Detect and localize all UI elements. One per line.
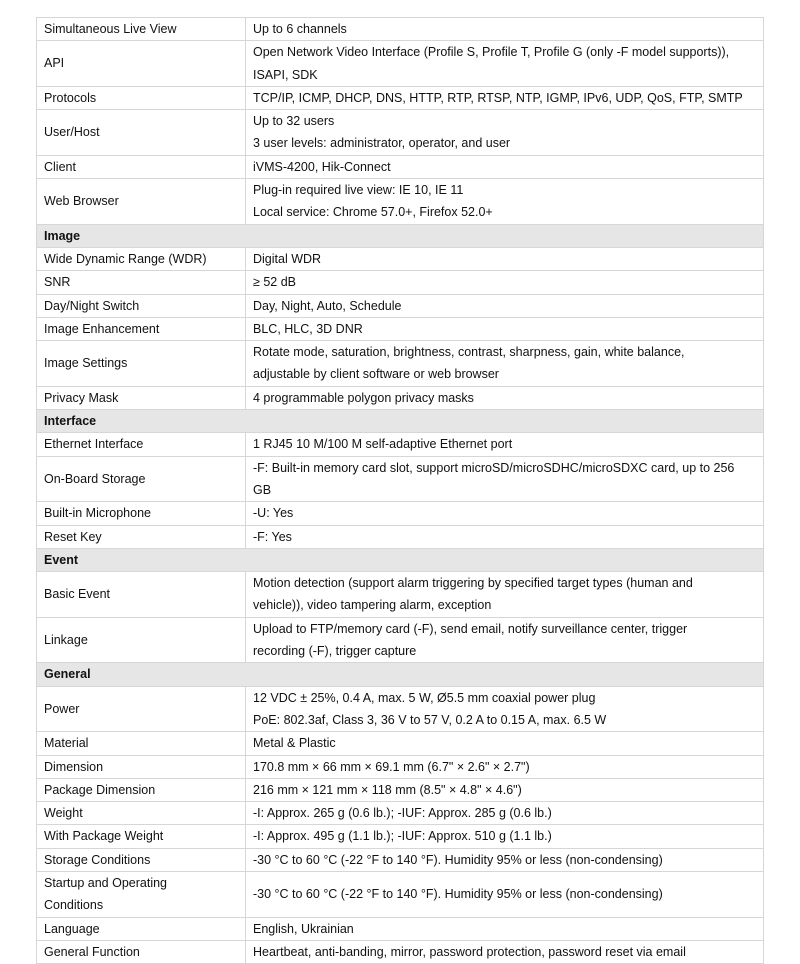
spec-value-line: -I: Approx. 495 g (1.1 lb.); -IUF: Approx. 510 g (1.1 lb.) [253, 829, 552, 844]
spec-value-line: iVMS-4200, Hik-Connect [253, 159, 391, 174]
spec-label: Material [37, 732, 246, 755]
spec-label: Language [37, 917, 246, 940]
spec-value [246, 271, 764, 294]
spec-value [246, 572, 764, 618]
spec-value-line: Digital WDR [253, 251, 322, 266]
spec-label: Web Browser [37, 179, 246, 225]
spec-label: With Package Weight [37, 825, 246, 848]
spec-row-language [37, 917, 764, 940]
spec-value [246, 456, 764, 502]
spec-value-line: -F: Built-in memory card slot, support microSD/microSDHC/microSDXC card, up to 256 [253, 460, 735, 475]
spec-row-client [37, 155, 764, 178]
spec-value-line: vehicle)), video tampering alarm, exception [253, 598, 492, 613]
spec-label: Image Settings [37, 341, 246, 387]
spec-value-line: -U: Yes [253, 506, 294, 521]
spec-value [246, 732, 764, 755]
spec-row-image-settings [37, 341, 764, 387]
spec-value-line: GB [253, 482, 272, 497]
spec-row-startup-and-operating-conditions [37, 871, 764, 917]
spec-value [246, 18, 764, 41]
spec-value-line: 1 RJ45 10 M/100 M self-adaptive Ethernet port [253, 437, 513, 452]
spec-value [246, 317, 764, 340]
spec-value-line: Up to 32 users [253, 114, 335, 129]
spec-label: Built-in Microphone [37, 502, 246, 525]
spec-label: Weight [37, 802, 246, 825]
spec-row-snr [37, 271, 764, 294]
spec-row-image-enhancement [37, 317, 764, 340]
spec-row-wide-dynamic-range-wdr [37, 247, 764, 270]
spec-label: Storage Conditions [37, 848, 246, 871]
spec-label: Power [37, 686, 246, 732]
spec-table [36, 17, 764, 964]
spec-value-line: Open Network Video Interface (Profile S, Profile T, Profile G (only -F model supports)), [253, 45, 730, 60]
spec-row-protocols [37, 86, 764, 109]
spec-row-basic-event [37, 572, 764, 618]
spec-value-line: ISAPI, SDK [253, 67, 318, 82]
spec-table-body [37, 18, 764, 964]
spec-row-simultaneous-live-view [37, 18, 764, 41]
spec-label: Ethernet Interface [37, 433, 246, 456]
spec-value [246, 940, 764, 963]
spec-value [246, 433, 764, 456]
spec-label: API [37, 41, 246, 87]
section-header-interface [37, 410, 764, 433]
spec-row-dimension [37, 755, 764, 778]
spec-label: Image Enhancement [37, 317, 246, 340]
spec-row-web-browser [37, 179, 764, 225]
spec-label-line: Startup and Operating [44, 875, 167, 890]
spec-row-api [37, 41, 764, 87]
spec-label: Reset Key [37, 525, 246, 548]
spec-value-line: PoE: 802.3af, Class 3, 36 V to 57 V, 0.2 A to 0.15 A, max. 6.5 W [253, 712, 607, 727]
spec-value-line: Local service: Chrome 57.0+, Firefox 52.0+ [253, 205, 493, 220]
spec-row-built-in-microphone [37, 502, 764, 525]
spec-label: Simultaneous Live View [37, 18, 246, 41]
spec-value-line: Upload to FTP/memory card (-F), send email, notify surveillance center, trigger [253, 621, 688, 636]
spec-row-privacy-mask [37, 386, 764, 409]
spec-value [246, 110, 764, 156]
spec-value [246, 247, 764, 270]
spec-value [246, 802, 764, 825]
spec-value [246, 155, 764, 178]
spec-value-line: Motion detection (support alarm triggering by specified target types (human and [253, 576, 693, 591]
spec-value-line: -F: Yes [253, 529, 292, 544]
spec-row-storage-conditions [37, 848, 764, 871]
spec-value-line: Up to 6 channels [253, 22, 347, 36]
spec-value [246, 825, 764, 848]
spec-value [246, 41, 764, 87]
spec-value-line: BLC, HLC, 3D DNR [253, 321, 363, 336]
spec-label: Protocols [37, 86, 246, 109]
spec-row-linkage [37, 617, 764, 663]
section-header-event [37, 548, 764, 571]
spec-value [246, 525, 764, 548]
spec-row-day-night-switch [37, 294, 764, 317]
spec-value-line: 216 mm × 121 mm × 118 mm (8.5" × 4.8" × 4.6") [253, 782, 522, 797]
spec-value-line: English, Ukrainian [253, 921, 354, 936]
spec-value-line: TCP/IP, ICMP, DHCP, DNS, HTTP, RTP, RTSP, NTP, IGMP, IPv6, UDP, QoS, FTP, SMTP [253, 90, 743, 105]
spec-label-line: Conditions [44, 898, 104, 913]
spec-value-line: Heartbeat, anti-banding, mirror, password protection, password reset via email [253, 944, 686, 959]
spec-value-line: 12 VDC ± 25%, 0.4 A, max. 5 W, Ø5.5 mm coaxial power plug [253, 690, 596, 705]
spec-value-line: -30 °C to 60 °C (-22 °F to 140 °F). Humidity 95% or less (non-condensing) [253, 887, 663, 902]
spec-value [246, 755, 764, 778]
spec-value [246, 917, 764, 940]
spec-label: Day/Night Switch [37, 294, 246, 317]
spec-value-line: adjustable by client software or web browser [253, 367, 499, 382]
spec-row-ethernet-interface [37, 433, 764, 456]
section-title: Image [37, 224, 764, 247]
spec-value-line: Plug-in required live view: IE 10, IE 11 [253, 183, 464, 198]
spec-row-reset-key [37, 525, 764, 548]
spec-row-user-host [37, 110, 764, 156]
spec-value-line: -30 °C to 60 °C (-22 °F to 140 °F). Humidity 95% or less (non-condensing) [253, 852, 663, 867]
spec-row-power [37, 686, 764, 732]
spec-value [246, 86, 764, 109]
spec-value [246, 778, 764, 801]
section-title: Event [37, 548, 764, 571]
spec-row-general-function [37, 940, 764, 963]
spec-value [246, 848, 764, 871]
spec-label: General Function [37, 940, 246, 963]
spec-value-line: 170.8 mm × 66 mm × 69.1 mm (6.7" × 2.6" × 2.7") [253, 759, 530, 774]
spec-row-package-dimension [37, 778, 764, 801]
section-header-image [37, 224, 764, 247]
section-title: Interface [37, 410, 764, 433]
spec-value [246, 294, 764, 317]
spec-row-with-package-weight [37, 825, 764, 848]
spec-value-line: -I: Approx. 265 g (0.6 lb.); -IUF: Approx. 285 g (0.6 lb.) [253, 806, 552, 821]
spec-value [246, 617, 764, 663]
spec-label: Client [37, 155, 246, 178]
spec-value-line: 3 user levels: administrator, operator, and user [253, 136, 511, 151]
section-header-general [37, 663, 764, 686]
spec-label: Privacy Mask [37, 386, 246, 409]
spec-value [246, 871, 764, 917]
spec-label: SNR [37, 271, 246, 294]
spec-value-line: 4 programmable polygon privacy masks [253, 390, 474, 405]
spec-value [246, 341, 764, 387]
spec-value [246, 386, 764, 409]
spec-value-line: Day, Night, Auto, Schedule [253, 298, 402, 313]
spec-value [246, 179, 764, 225]
spec-row-weight [37, 802, 764, 825]
spec-label: Linkage [37, 617, 246, 663]
spec-label: On-Board Storage [37, 456, 246, 502]
spec-row-material [37, 732, 764, 755]
spec-label: User/Host [37, 110, 246, 156]
spec-label [37, 871, 246, 917]
spec-label: Basic Event [37, 572, 246, 618]
spec-value [246, 686, 764, 732]
spec-value-line: Metal & Plastic [253, 736, 336, 751]
section-title: General [37, 663, 764, 686]
spec-value-line: Rotate mode, saturation, brightness, contrast, sharpness, gain, white balance, [253, 345, 685, 360]
spec-value-line: recording (-F), trigger capture [253, 644, 417, 659]
spec-row-on-board-storage [37, 456, 764, 502]
spec-label: Package Dimension [37, 778, 246, 801]
spec-label: Dimension [37, 755, 246, 778]
spec-value-line: ≥ 52 dB [253, 275, 296, 290]
spec-value [246, 502, 764, 525]
spec-label: Wide Dynamic Range (WDR) [37, 247, 246, 270]
